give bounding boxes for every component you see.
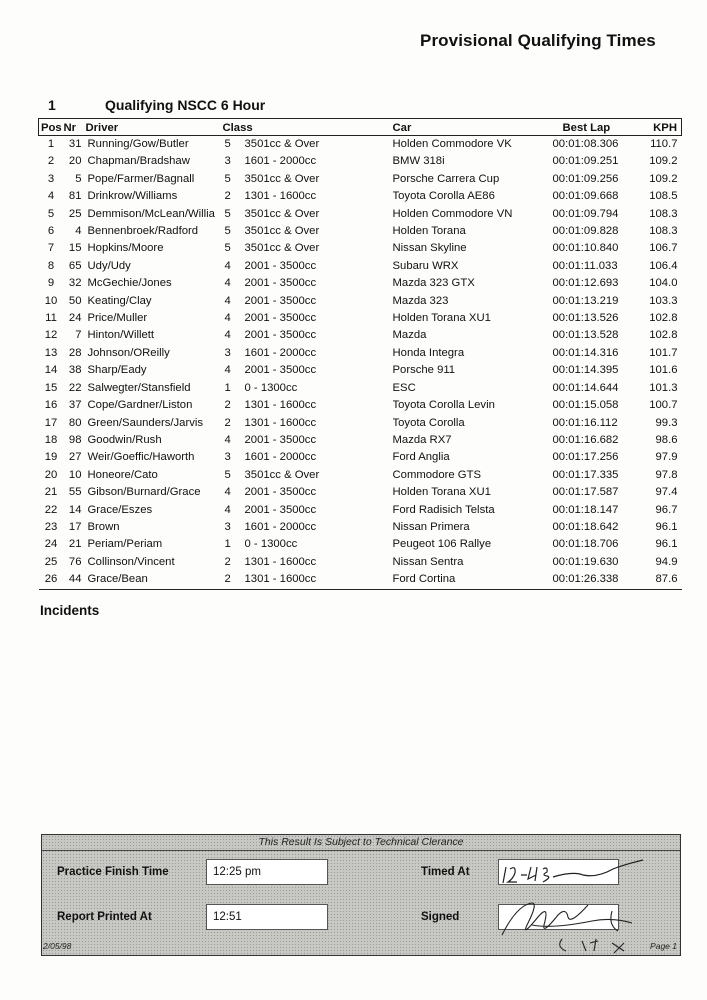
cell-kph: 106.7 bbox=[649, 242, 678, 255]
cell-car: Holden Torana bbox=[392, 225, 466, 238]
cell-class-range: 1301 - 1600cc bbox=[245, 571, 393, 589]
cell-class: 1 bbox=[224, 538, 231, 551]
cell-class-range: 0 - 1300cc bbox=[244, 381, 298, 394]
cell-nr: 80 bbox=[68, 416, 82, 429]
table-row bbox=[39, 223, 682, 240]
cell-class-range: 1301 - 1600cc bbox=[244, 399, 317, 412]
cell-class: 4 bbox=[224, 503, 231, 516]
cell-driver: Bennenbroek/Radford bbox=[87, 225, 199, 238]
cell-pos: 26 bbox=[39, 571, 64, 589]
cell-class-range: 1601 - 2000cc bbox=[244, 155, 317, 168]
cell-driver: Pope/Farmer/Bagnall bbox=[87, 172, 195, 185]
cell-best-lap: 00:01:14.644 bbox=[552, 381, 619, 394]
cell-driver: Brown bbox=[87, 520, 120, 533]
table-row bbox=[39, 310, 682, 327]
cell-kph: 106.4 bbox=[649, 259, 678, 272]
cell-kph: 96.7 bbox=[655, 503, 678, 516]
cell-pos: 12 bbox=[44, 329, 58, 342]
cell-nr: 28 bbox=[68, 346, 82, 359]
cell-car: Holden Commodore VK bbox=[392, 138, 512, 150]
cell-kph: 94.9 bbox=[655, 555, 678, 568]
cell-class-range: 3501cc & Over bbox=[244, 172, 320, 185]
cell-kph: 108.3 bbox=[649, 225, 678, 238]
table-row bbox=[39, 345, 682, 362]
cell-best-lap: 00:01:26.338 bbox=[553, 571, 642, 589]
technical-clearance-note: This Result Is Subject to Technical Clerance bbox=[258, 836, 464, 848]
cell-nr: 21 bbox=[68, 538, 82, 551]
cell-nr: 17 bbox=[68, 520, 82, 533]
cell-kph: 110.7 bbox=[650, 138, 678, 150]
cell-nr: 65 bbox=[68, 259, 82, 272]
cell-pos: 10 bbox=[44, 294, 58, 307]
cell-class: 4 bbox=[224, 486, 231, 499]
cell-car: Holden Torana XU1 bbox=[392, 486, 491, 499]
cell-pos: 5 bbox=[47, 207, 55, 220]
cell-driver: Running/Gow/Butler bbox=[87, 138, 189, 150]
cell-driver: Keating/Clay bbox=[87, 294, 152, 307]
table-header-row bbox=[39, 119, 682, 136]
practice-finish-field: 12:25 pm bbox=[206, 859, 328, 885]
timed-at-label: Timed At bbox=[421, 866, 470, 878]
cell-class-range: 3501cc & Over bbox=[244, 242, 320, 255]
cell-pos: 1 bbox=[47, 138, 55, 150]
cell-class: 2 bbox=[224, 555, 231, 568]
cell-class-range: 2001 - 3500cc bbox=[244, 329, 317, 342]
col-header-nr: Nr bbox=[64, 119, 86, 136]
table-row bbox=[39, 258, 682, 275]
cell-driver: Gibson/Burnard/Grace bbox=[87, 486, 201, 499]
cell-pos: 17 bbox=[44, 416, 58, 429]
cell-best-lap: 00:01:17.256 bbox=[552, 451, 619, 464]
cell-driver: Honeore/Cato bbox=[87, 468, 158, 481]
cell-pos: 11 bbox=[45, 312, 57, 325]
cell-kph: 104.0 bbox=[649, 277, 678, 290]
cell-nr: 10 bbox=[68, 468, 82, 481]
cell-best-lap: 00:01:09.828 bbox=[552, 225, 619, 238]
col-header-pos: Pos bbox=[39, 119, 64, 136]
cell-pos: 14 bbox=[44, 364, 58, 377]
cell-driver: Weir/Goeffic/Haworth bbox=[87, 451, 195, 464]
cell-class: 1 bbox=[224, 381, 231, 394]
cell-nr: 22 bbox=[68, 381, 82, 394]
cell-pos: 16 bbox=[44, 399, 58, 412]
cell-car: BMW 318i bbox=[392, 155, 445, 168]
cell-class: 3 bbox=[224, 155, 231, 168]
cell-kph: 108.3 bbox=[649, 207, 678, 220]
report-printed-field: 12:51 bbox=[206, 904, 328, 930]
cell-kph: 87.6 bbox=[642, 571, 682, 589]
cell-car: Nissan Sentra bbox=[392, 555, 464, 568]
cell-class: 2 bbox=[224, 416, 231, 429]
cell-pos: 21 bbox=[44, 486, 58, 499]
cell-car: Toyota Corolla AE86 bbox=[392, 190, 495, 203]
cell-best-lap: 00:01:11.033 bbox=[552, 259, 618, 272]
table-row bbox=[39, 571, 682, 589]
cell-car: Holden Commodore VN bbox=[392, 207, 513, 220]
cell-class: 5 bbox=[224, 172, 231, 185]
cell-driver: Grace/Bean bbox=[86, 571, 223, 589]
cell-nr: 24 bbox=[68, 312, 82, 325]
cell-driver: Collinson/Vincent bbox=[87, 555, 175, 568]
cell-kph: 97.9 bbox=[655, 451, 678, 464]
cell-best-lap: 00:01:10.840 bbox=[552, 242, 619, 255]
cell-pos: 18 bbox=[44, 433, 58, 446]
cell-class-range: 0 - 1300cc bbox=[244, 538, 298, 551]
cell-best-lap: 00:01:09.251 bbox=[552, 155, 619, 168]
cell-class: 4 bbox=[224, 277, 231, 290]
cell-driver: McGechie/Jones bbox=[87, 277, 172, 290]
cell-best-lap: 00:01:13.526 bbox=[552, 312, 619, 325]
col-header-best-lap: Best Lap bbox=[553, 119, 642, 136]
cell-best-lap: 00:01:18.706 bbox=[552, 538, 619, 551]
cell-driver: Hinton/Willett bbox=[87, 329, 155, 342]
cell-best-lap: 00:01:18.147 bbox=[552, 503, 619, 516]
cell-car: Peugeot 106 Rallye bbox=[392, 538, 492, 551]
cell-best-lap: 00:01:13.219 bbox=[552, 294, 619, 307]
cell-class-range: 2001 - 3500cc bbox=[244, 503, 317, 516]
page-title: Provisional Qualifying Times bbox=[420, 31, 656, 50]
cell-class-range: 2001 - 3500cc bbox=[244, 433, 317, 446]
cell-best-lap: 00:01:12.693 bbox=[552, 277, 619, 290]
results-table bbox=[38, 118, 682, 590]
table-row bbox=[39, 519, 682, 536]
table-row bbox=[39, 449, 682, 466]
cell-class: 5 bbox=[224, 242, 231, 255]
cell-driver: Udy/Udy bbox=[87, 259, 131, 272]
cell-nr: 27 bbox=[68, 451, 82, 464]
cell-nr: 50 bbox=[68, 294, 82, 307]
table-row bbox=[39, 380, 682, 397]
cell-pos: 25 bbox=[44, 555, 58, 568]
cell-class: 2 bbox=[223, 571, 245, 589]
cell-class-range: 1601 - 2000cc bbox=[244, 346, 317, 359]
cell-best-lap: 00:01:15.058 bbox=[552, 399, 619, 412]
cell-pos: 13 bbox=[44, 346, 58, 359]
cell-class: 4 bbox=[224, 259, 231, 272]
cell-pos: 23 bbox=[44, 520, 58, 533]
cell-driver: Demmison/McLean/Willia bbox=[87, 207, 215, 220]
cell-class: 4 bbox=[224, 433, 231, 446]
col-header-kph: KPH bbox=[642, 119, 682, 136]
table-row bbox=[39, 188, 682, 205]
cell-car: Ford Anglia bbox=[392, 451, 450, 464]
cell-car: Mazda 323 bbox=[392, 294, 449, 307]
cell-nr: 37 bbox=[68, 399, 82, 412]
cell-pos: 24 bbox=[44, 538, 58, 551]
practice-finish-label: Practice Finish Time bbox=[57, 866, 169, 878]
cell-driver: Periam/Periam bbox=[87, 538, 163, 551]
cell-class-range: 2001 - 3500cc bbox=[244, 312, 317, 325]
cell-driver: Sharp/Eady bbox=[87, 364, 147, 377]
table-row bbox=[39, 153, 682, 170]
cell-best-lap: 00:01:08.306 bbox=[552, 138, 619, 150]
footer-divider bbox=[42, 850, 680, 851]
cell-car: Porsche 911 bbox=[392, 364, 456, 377]
cell-driver: Price/Muller bbox=[87, 312, 148, 325]
cell-best-lap: 00:01:14.395 bbox=[552, 364, 619, 377]
table-row bbox=[39, 275, 682, 292]
cell-pos: 8 bbox=[47, 259, 55, 272]
table-row bbox=[39, 293, 682, 310]
cell-class-range: 2001 - 3500cc bbox=[244, 277, 317, 290]
col-header-car: Car bbox=[393, 119, 553, 136]
cell-kph: 98.6 bbox=[655, 433, 678, 446]
col-header-class: Class bbox=[223, 119, 393, 136]
report-printed-label: Report Printed At bbox=[57, 911, 152, 923]
cell-best-lap: 00:01:13.528 bbox=[552, 329, 619, 342]
cell-car: Subaru WRX bbox=[392, 259, 459, 272]
cell-class-range: 2001 - 3500cc bbox=[244, 364, 317, 377]
cell-driver: Drinkrow/Williams bbox=[87, 190, 178, 203]
cell-pos: 6 bbox=[47, 225, 55, 238]
signed-label: Signed bbox=[421, 911, 460, 923]
cell-class: 3 bbox=[224, 451, 231, 464]
cell-car: ESC bbox=[392, 381, 416, 394]
cell-class: 4 bbox=[224, 294, 231, 307]
cell-class: 5 bbox=[224, 468, 231, 481]
session-name: Qualifying NSCC 6 Hour bbox=[105, 97, 266, 113]
cell-car: Ford Radisich Telsta bbox=[392, 503, 495, 516]
cell-car: Nissan Skyline bbox=[392, 242, 467, 255]
cell-nr: 20 bbox=[68, 155, 82, 168]
cell-class-range: 2001 - 3500cc bbox=[244, 486, 317, 499]
cell-class-range: 1601 - 2000cc bbox=[244, 520, 317, 533]
cell-car: Porsche Carrera Cup bbox=[392, 172, 500, 185]
cell-nr: 4 bbox=[75, 225, 82, 238]
cell-kph: 109.2 bbox=[649, 155, 678, 168]
footer-date: 2/05/98 bbox=[43, 941, 72, 951]
table-row bbox=[39, 484, 682, 501]
cell-kph: 97.4 bbox=[655, 486, 678, 499]
cell-nr: 25 bbox=[68, 207, 82, 220]
table-row bbox=[39, 502, 682, 519]
table-row bbox=[39, 362, 682, 379]
cell-driver: Cope/Gardner/Liston bbox=[87, 399, 193, 412]
table-row bbox=[39, 240, 682, 257]
cell-nr: 32 bbox=[68, 277, 82, 290]
timed-at-handwriting bbox=[497, 859, 647, 891]
cell-kph: 101.7 bbox=[649, 346, 678, 359]
table-row bbox=[39, 171, 682, 188]
cell-pos: 15 bbox=[44, 381, 58, 394]
cell-car: Mazda 323 GTX bbox=[392, 277, 475, 290]
cell-car: Toyota Corolla bbox=[392, 416, 465, 429]
table-row bbox=[39, 397, 682, 414]
cell-class-range: 1301 - 1600cc bbox=[244, 190, 317, 203]
cell-driver: Green/Saunders/Jarvis bbox=[87, 416, 204, 429]
cell-best-lap: 00:01:17.335 bbox=[552, 468, 619, 481]
cell-pos: 7 bbox=[47, 242, 55, 255]
cell-class-range: 3501cc & Over bbox=[244, 138, 320, 150]
table-row bbox=[39, 206, 682, 223]
cell-car: Toyota Corolla Levin bbox=[392, 399, 495, 412]
cell-class-range: 1601 - 2000cc bbox=[244, 451, 317, 464]
cell-nr: 31 bbox=[68, 138, 82, 150]
table-row bbox=[39, 327, 682, 344]
cell-kph: 101.3 bbox=[649, 381, 678, 394]
cell-pos: 20 bbox=[44, 468, 58, 481]
cell-car: Mazda bbox=[392, 329, 427, 342]
cell-nr: 81 bbox=[68, 190, 82, 203]
cell-pos: 19 bbox=[44, 451, 58, 464]
cell-nr: 15 bbox=[68, 242, 82, 255]
cell-kph: 102.8 bbox=[649, 329, 678, 342]
table-row bbox=[39, 432, 682, 449]
table-row bbox=[39, 467, 682, 484]
cell-best-lap: 00:01:16.682 bbox=[552, 433, 619, 446]
cell-class: 2 bbox=[224, 399, 231, 412]
cell-kph: 97.8 bbox=[655, 468, 678, 481]
table-row bbox=[39, 415, 682, 432]
cell-class-range: 3501cc & Over bbox=[244, 468, 320, 481]
cell-pos: 9 bbox=[47, 277, 55, 290]
cell-car: Holden Torana XU1 bbox=[392, 312, 491, 325]
cell-nr: 55 bbox=[68, 486, 82, 499]
cell-class: 5 bbox=[224, 138, 231, 150]
cell-best-lap: 00:01:14.316 bbox=[552, 346, 619, 359]
cell-class: 5 bbox=[224, 207, 231, 220]
cell-driver: Hopkins/Moore bbox=[87, 242, 164, 255]
cell-class-range: 2001 - 3500cc bbox=[244, 294, 317, 307]
cell-class: 4 bbox=[224, 364, 231, 377]
cell-kph: 108.5 bbox=[649, 190, 678, 203]
cell-pos: 4 bbox=[47, 190, 55, 203]
footer-panel bbox=[41, 834, 681, 956]
cell-kph: 100.7 bbox=[649, 399, 678, 412]
cell-driver: Goodwin/Rush bbox=[87, 433, 162, 446]
cell-class: 4 bbox=[224, 329, 231, 342]
table-row bbox=[39, 554, 682, 571]
incidents-heading: Incidents bbox=[40, 603, 100, 618]
cell-nr: 44 bbox=[64, 571, 86, 589]
cell-kph: 102.8 bbox=[649, 312, 678, 325]
cell-car: Commodore GTS bbox=[392, 468, 482, 481]
cell-driver: Grace/Eszes bbox=[87, 503, 153, 516]
cell-class-range: 3501cc & Over bbox=[244, 207, 320, 220]
cell-best-lap: 00:01:19.630 bbox=[552, 555, 619, 568]
cell-class: 4 bbox=[224, 312, 231, 325]
cell-pos: 22 bbox=[44, 503, 58, 516]
cell-best-lap: 00:01:09.794 bbox=[552, 207, 619, 220]
cell-kph: 109.2 bbox=[649, 172, 678, 185]
cell-class: 2 bbox=[224, 190, 231, 203]
cell-car: Nissan Primera bbox=[392, 520, 470, 533]
cell-car: Honda Integra bbox=[392, 346, 465, 359]
cell-pos: 2 bbox=[47, 155, 55, 168]
cell-best-lap: 00:01:17.587 bbox=[552, 486, 619, 499]
cell-nr: 7 bbox=[75, 329, 82, 342]
cell-driver: Salwegter/Stansfield bbox=[87, 381, 191, 394]
cell-class-range: 1301 - 1600cc bbox=[244, 555, 317, 568]
cell-class: 3 bbox=[224, 346, 231, 359]
cell-class: 5 bbox=[224, 225, 231, 238]
table-row bbox=[39, 136, 682, 154]
cell-best-lap: 00:01:09.256 bbox=[552, 172, 619, 185]
cell-kph: 96.1 bbox=[655, 538, 678, 551]
cell-best-lap: 00:01:18.642 bbox=[552, 520, 619, 533]
cell-class-range: 1301 - 1600cc bbox=[244, 416, 317, 429]
cell-pos: 3 bbox=[47, 172, 55, 185]
footer-page-number: Page 1 bbox=[650, 941, 677, 951]
cell-car: Mazda RX7 bbox=[392, 433, 452, 446]
cell-class-range: 3501cc & Over bbox=[244, 225, 320, 238]
cell-class-range: 2001 - 3500cc bbox=[244, 259, 317, 272]
table-row bbox=[39, 536, 682, 553]
cell-driver: Johnson/OReilly bbox=[87, 346, 170, 359]
cell-driver: Chapman/Bradshaw bbox=[87, 155, 190, 168]
cell-kph: 99.3 bbox=[655, 416, 678, 429]
cell-kph: 101.6 bbox=[649, 364, 678, 377]
cell-best-lap: 00:01:09.668 bbox=[552, 190, 619, 203]
cell-nr: 38 bbox=[68, 364, 82, 377]
cell-car: Ford Cortina bbox=[393, 571, 553, 589]
cell-nr: 76 bbox=[68, 555, 82, 568]
col-header-driver: Driver bbox=[86, 119, 223, 136]
cell-best-lap: 00:01:16.112 bbox=[552, 416, 618, 429]
cell-nr: 98 bbox=[68, 433, 82, 446]
cell-nr: 14 bbox=[68, 503, 82, 516]
handwritten-signature bbox=[472, 895, 672, 957]
cell-kph: 103.3 bbox=[649, 294, 678, 307]
cell-class: 3 bbox=[224, 520, 231, 533]
cell-kph: 96.1 bbox=[655, 520, 678, 533]
cell-nr: 5 bbox=[75, 172, 82, 185]
session-number: 1 bbox=[48, 97, 56, 113]
